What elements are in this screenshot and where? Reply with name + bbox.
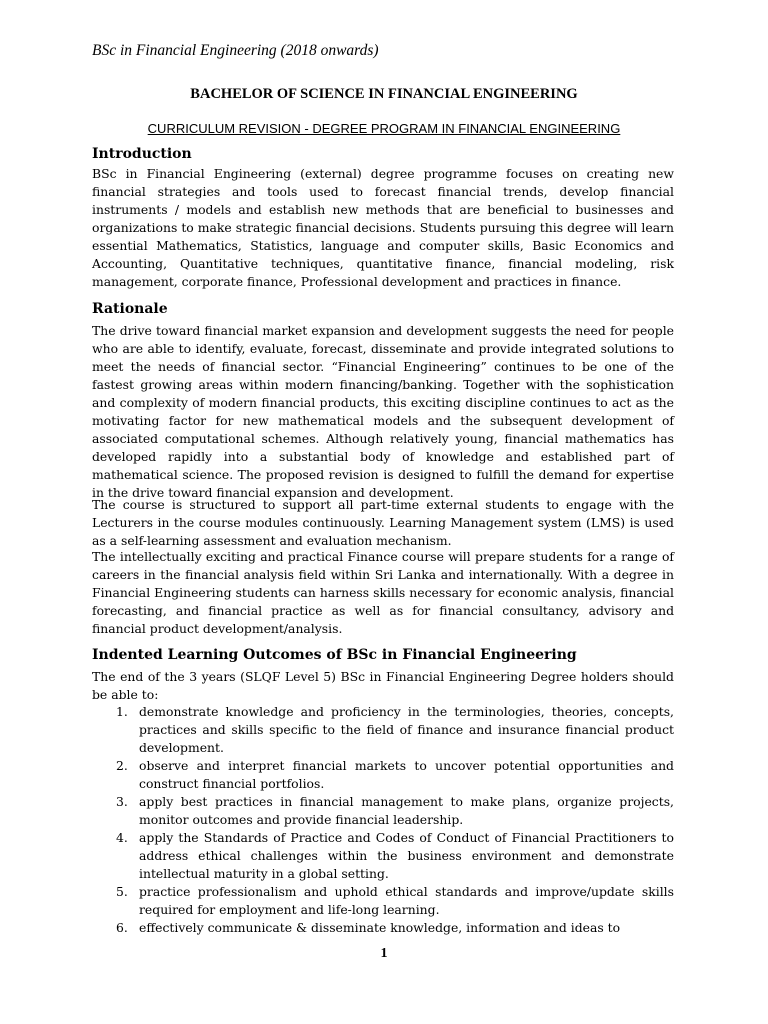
- list-item-text: practice professionalism and uphold ethical standards and improve/update skills required for employment and life-long learning.: [139, 884, 674, 917]
- list-item-number: 3.: [116, 794, 128, 809]
- introduction-heading: Introduction: [92, 146, 192, 162]
- list-item: [92, 793, 674, 829]
- list-item-number: 6.: [116, 920, 128, 935]
- rationale-paragraph-1: The drive toward financial market expansion and development suggests the need for people who are able to identify, evaluate, forecast, disseminate and provide integrated solutions to meet the needs of financial sector. “Financial Engineering” continues to be one of the fastest growing areas within modern financing/banking. Together with the sophistication and complexity of modern financial products, this exciting discipline continues to act as the motivating factor for new mathematical models and the subsequent development of associated computational schemes. Although relatively young, financial mathematics has developed rapidly into a substantial body of knowledge and established part of mathematical science. The proposed revision is designed to fulfill the demand for expertise in the drive toward financial expansion and development.: [92, 323, 674, 500]
- rationale-paragraph-2: The course is structured to support all part-time external students to engage with the Lecturers in the course modules continuously. Learning Management system (LMS) is used as a self-learning assessment and evaluation mechanism.: [92, 497, 674, 548]
- list-item-number: 4.: [116, 830, 128, 845]
- list-item: [92, 703, 674, 757]
- learning-outcomes-heading: Indented Learning Outcomes of BSc in Financial Engineering: [92, 647, 577, 663]
- list-item-text: demonstrate knowledge and proficiency in the terminologies, theories, concepts, practices and skills specific to the field of finance and insurance financial product development.: [139, 704, 674, 755]
- list-item-text: apply the Standards of Practice and Codes of Conduct of Financial Practitioners to address ethical challenges within the business environment and demonstrate intellectual maturity in a global setting.: [139, 830, 674, 881]
- list-item: [92, 757, 674, 793]
- learning-outcomes-intro: The end of the 3 years (SLQF Level 5) BSc in Financial Engineering Degree holders should be able to:: [92, 669, 674, 702]
- list-item: [92, 829, 674, 883]
- list-item: [92, 919, 674, 937]
- list-item-number: 5.: [116, 884, 128, 899]
- rationale-paragraph-3: The intellectually exciting and practical Finance course will prepare students for a range of careers in the financial analysis field within Sri Lanka and internationally. With a degree in Financial Engineering students can harness skills necessary for economic analysis, financial forecasting, and financial practice as well as for financial consultancy, advisory and financial product development/analysis.: [92, 549, 674, 636]
- list-item-text: observe and interpret financial markets to uncover potential opportunities and construct financial portfolios.: [139, 758, 674, 791]
- list-item-text: effectively communicate & disseminate knowledge, information and ideas to: [139, 920, 621, 935]
- list-item: [92, 883, 674, 919]
- running-header: BSc in Financial Engineering (2018 onwards): [92, 42, 379, 59]
- list-item-number: 1.: [116, 704, 128, 719]
- page-number: 1: [380, 946, 388, 961]
- document-subtitle: CURRICULUM REVISION - DEGREE PROGRAM IN FINANCIAL ENGINEERING: [147, 121, 621, 136]
- list-item-text: apply best practices in financial management to make plans, organize projects, monitor outcomes and provide financial leadership.: [139, 794, 674, 827]
- rationale-heading: Rationale: [92, 301, 168, 317]
- document-title: BACHELOR OF SCIENCE IN FINANCIAL ENGINEERING: [190, 86, 578, 102]
- introduction-paragraph: BSc in Financial Engineering (external) degree programme focuses on creating new financial strategies and tools used to forecast financial trends, develop financial instruments / models and establish new methods that are beneficial to businesses and organizations to make strategic financial decisions. Students pursuing this degree will learn essential Mathematics, Statistics, language and computer skills, Basic Economics and Accounting, Quantitative techniques, quantitative finance, financial modeling, risk management, corporate finance, Professional development and practices in finance.: [92, 166, 674, 289]
- list-item-number: 2.: [116, 758, 128, 773]
- learning-outcomes-list: [92, 703, 674, 937]
